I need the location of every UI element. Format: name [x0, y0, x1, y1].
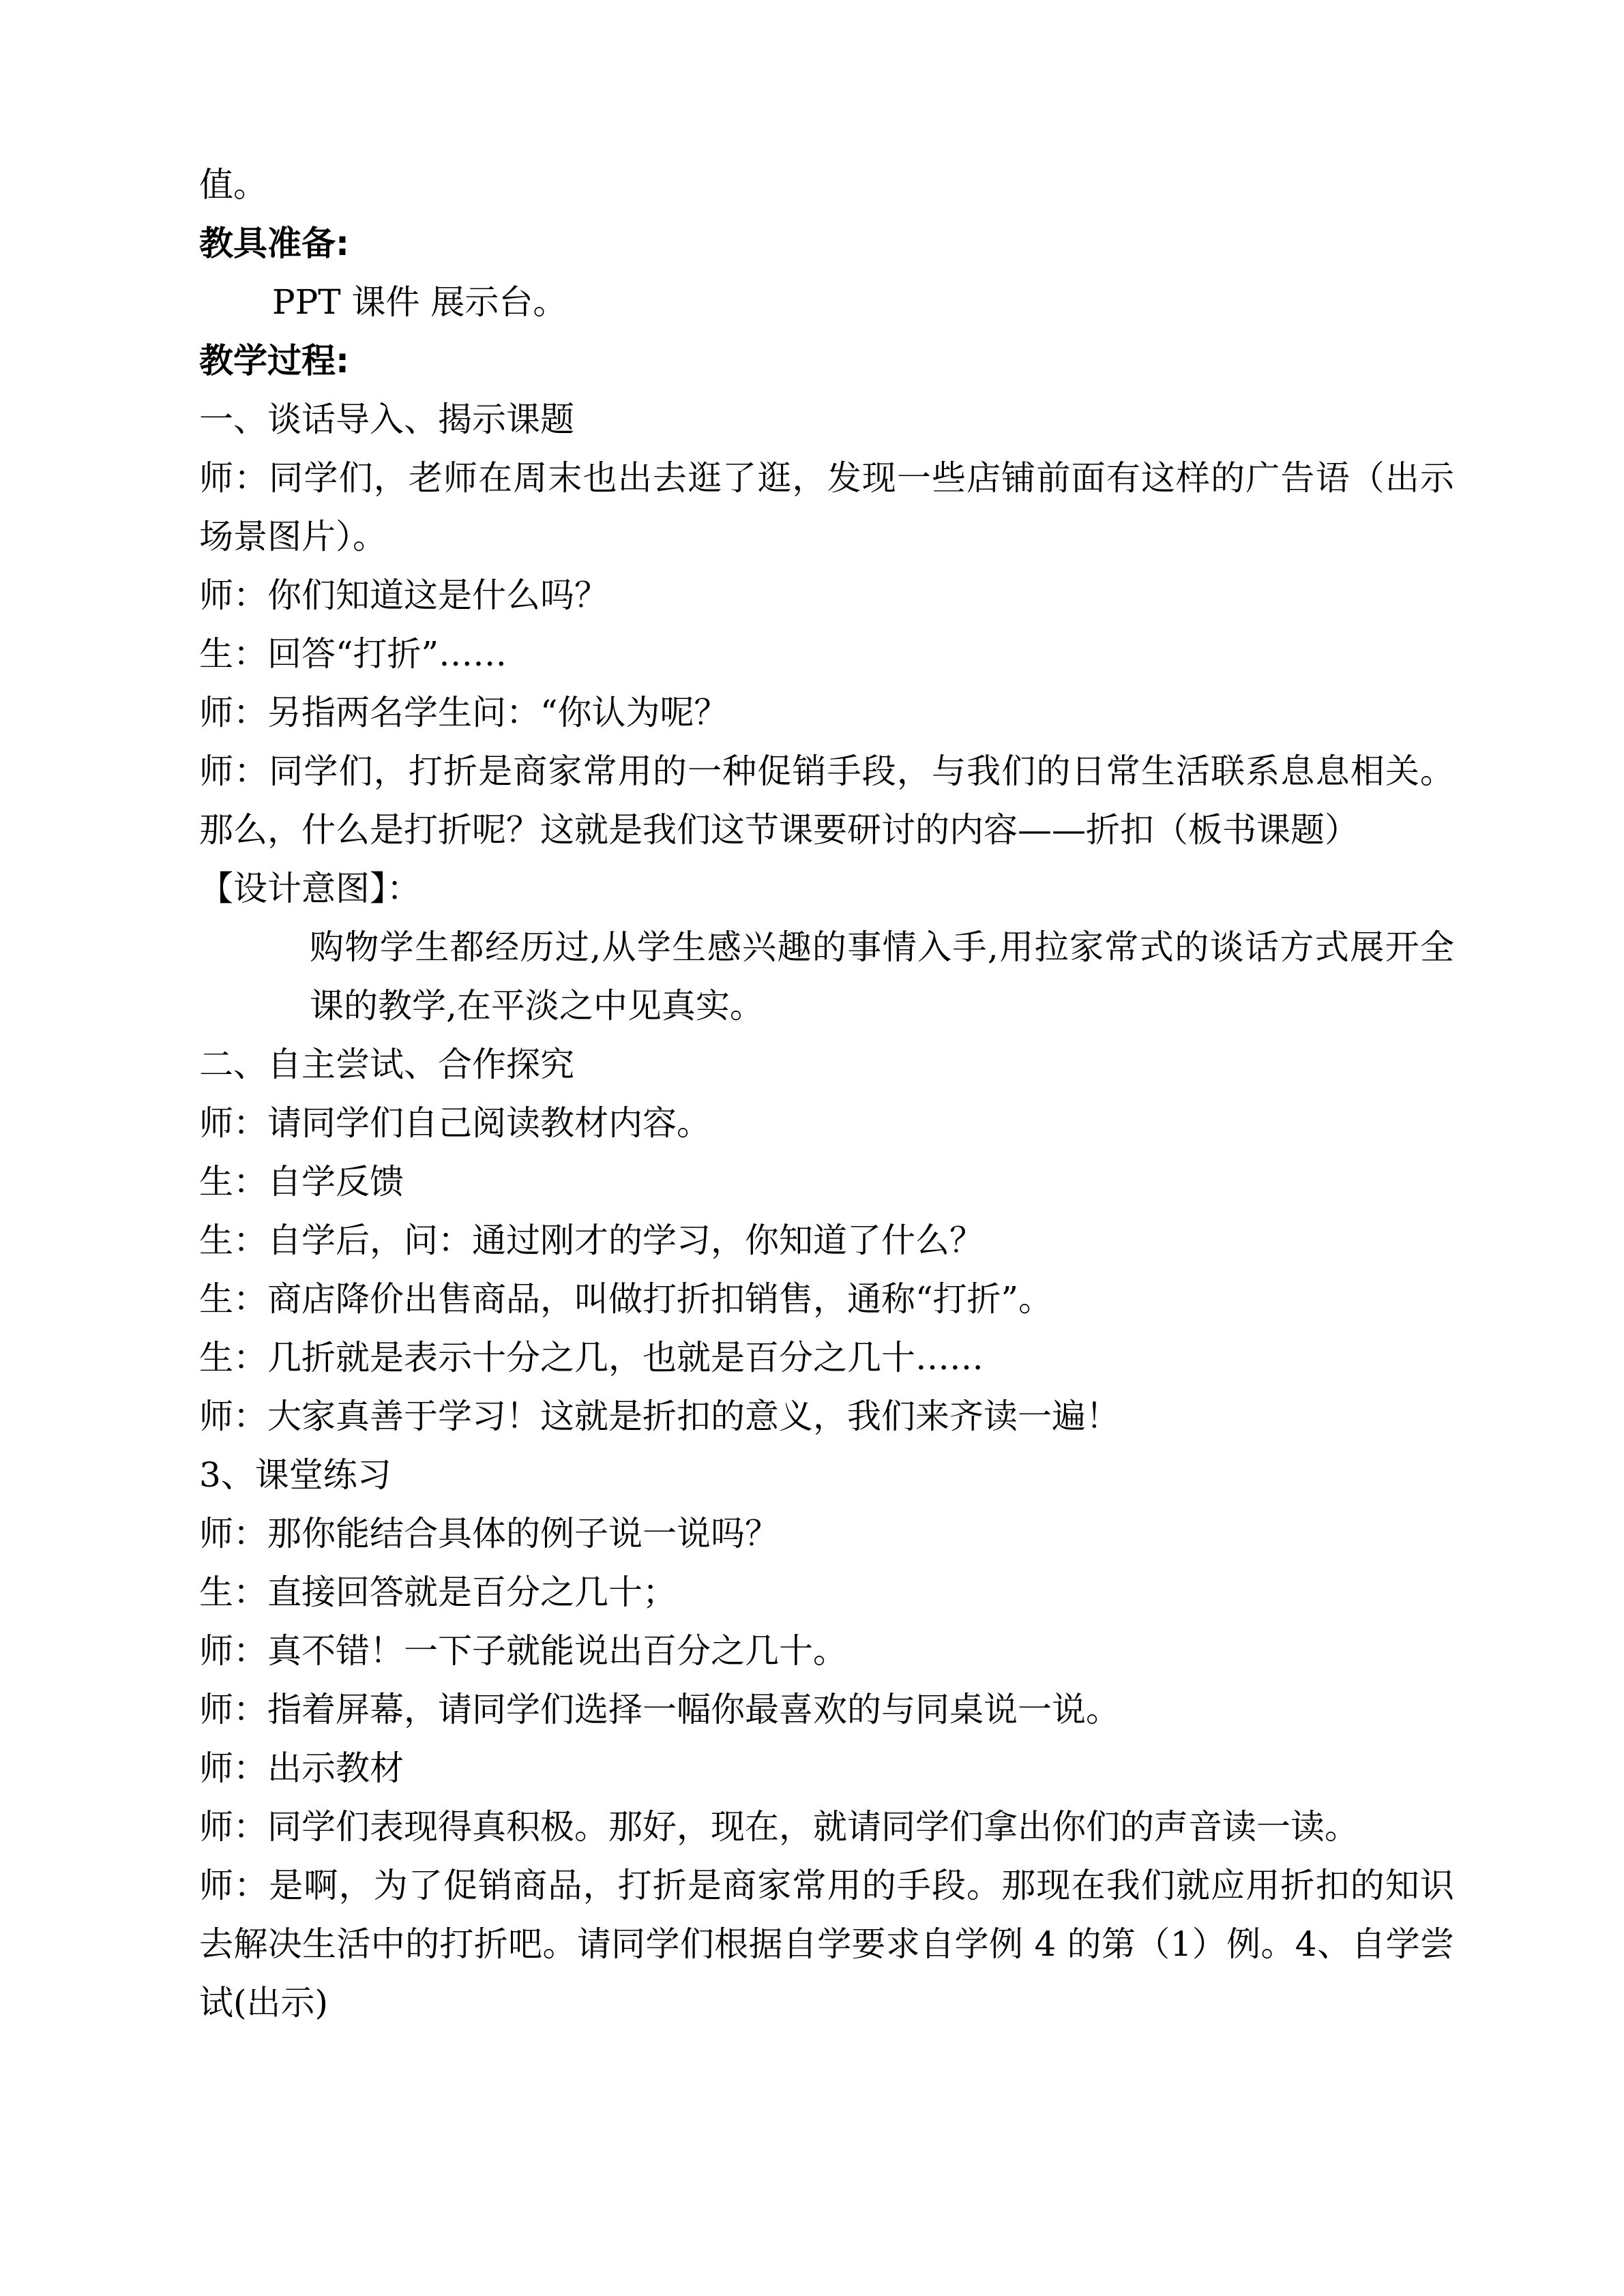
section-heading-materials: 教具准备: — [199, 224, 349, 263]
paragraph-continuation: 值。 — [199, 165, 267, 205]
dialogue-line: 师：同学们，老师在周末也出去逛了逛，发现一些店铺前面有这样的广告语（出示场景图片）。 — [199, 458, 1454, 556]
design-intent-text: 购物学生都经历过,从学生感兴趣的事情入手,用拉家常式的谈话方式展开全课的教学,在平淡之中见真实。 — [310, 927, 1454, 1026]
dialogue-line: 生：自学后，问：通过刚才的学习，你知道了什么？ — [199, 1221, 984, 1260]
step-3-title: 3、课堂练习 — [199, 1455, 392, 1495]
dialogue-line: 师：出示教材 — [199, 1748, 404, 1788]
dialogue-line: 生：商店降价出售商品，叫做打折扣销售，通称“打折”。 — [199, 1279, 1053, 1319]
dialogue-line: 师：同学们表现得真积极。那好，现在，就请同学们拿出你们的声音读一读。 — [199, 1807, 1359, 1847]
dialogue-line: 师：真不错！一下子就能说出百分之几十。 — [199, 1631, 847, 1671]
step-2-title: 二、自主尝试、合作探究 — [199, 1045, 574, 1084]
dialogue-line: 生：几折就是表示十分之几，也就是百分之几十…… — [199, 1338, 984, 1377]
dialogue-line: 生：自学反馈 — [199, 1162, 404, 1202]
dialogue-line: 师：是啊，为了促销商品，打折是商家常用的手段。那现在我们就应用折扣的知识去解决生活中的打折吧。请同学们根据自学要求自学例 4 的第（1）例。4、自学尝试(出示) — [199, 1866, 1454, 2023]
section-heading-process: 教学过程: — [199, 341, 349, 381]
dialogue-line: 师：你们知道这是什么吗？ — [199, 576, 608, 615]
dialogue-line: 师：那你能结合具体的例子说一说吗？ — [199, 1514, 779, 1553]
dialogue-line: 生：直接回答就是百分之几十； — [199, 1572, 677, 1612]
dialogue-line: 师：指着屏幕，请同学们选择一幅你最喜欢的与同桌说一说。 — [199, 1690, 1120, 1729]
dialogue-line: 师：大家真善于学习！这就是折扣的意义，我们来齐读一遍！ — [199, 1397, 1120, 1436]
dialogue-line: 师：另指两名学生问：“你认为呢？ — [199, 693, 728, 732]
materials-list: PPT 课件 展示台。 — [272, 282, 567, 322]
dialogue-line: 师：请同学们自己阅读教材内容。 — [199, 1103, 711, 1143]
dialogue-line: 师：同学们，打折是商家常用的一种促销手段，与我们的日常生活联系息息相关。那么，什么是打折呢？这就是我们这节课要研讨的内容——折扣（板书课题） — [199, 751, 1454, 850]
lesson-plan-text — [199, 155, 1454, 2032]
design-intent-label: 【设计意图】： — [199, 869, 421, 908]
dialogue-line: 生：回答“打折”…… — [199, 634, 507, 674]
step-1-title: 一、谈话导入、揭示课题 — [199, 400, 574, 439]
